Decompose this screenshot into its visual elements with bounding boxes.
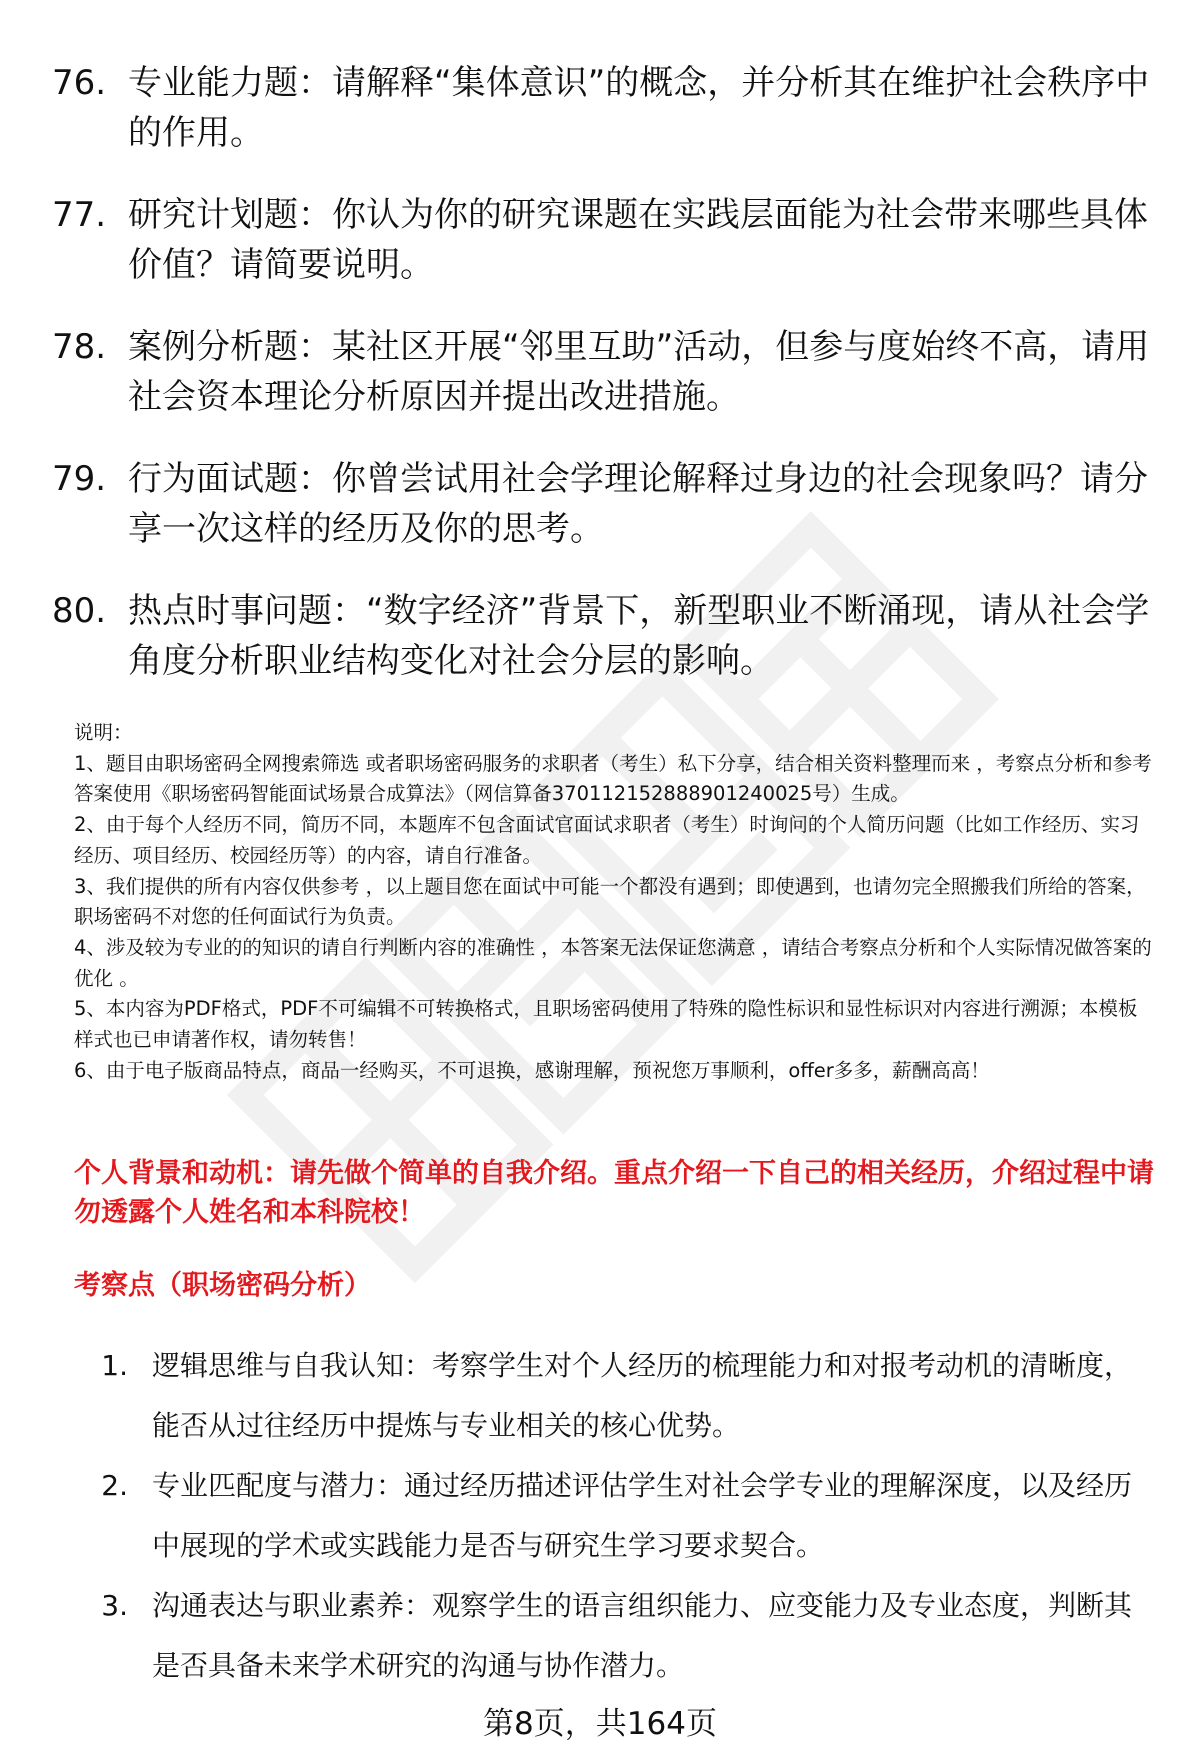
question-text: 行为面试题：你曾尝试用社会学理论解释过身边的社会现象吗？请分享一次这样的经历及你的思考。 [128,459,1148,549]
notes-section [74,718,1154,1086]
question-item [52,58,1152,158]
notes-heading: 说明： [74,721,133,744]
question-item [52,322,1152,422]
question-number: 80. [52,591,107,631]
key-point-number: 1. [101,1349,128,1382]
key-point-item [74,1336,1154,1456]
question-text: 案例分析题：某社区开展“邻里互助”活动，但参与度始终不高，请用社会资本理论分析原因并提出改进措施。 [128,327,1150,417]
key-point-text: 沟通表达与职业素养：观察学生的语言组织能力、应变能力及专业态度，判断其是否具备未来学术研究的沟通与协作潜力。 [152,1589,1133,1682]
page-number: 第8页，共164页 [483,1706,717,1742]
question-text: 热点时事问题：“数字经济”背景下，新型职业不断涌现，请从社会学角度分析职业结构变化对社会分层的影响。 [128,591,1150,681]
question-item [52,454,1152,554]
key-point-item [74,1576,1154,1696]
key-points-list [74,1336,1154,1696]
question-item [52,586,1152,686]
key-points-title: 考察点（职场密码分析） [74,1270,371,1301]
question-text: 专业能力题：请解释“集体意识”的概念，并分析其在维护社会秩序中的作用。 [128,63,1150,153]
note-item: 4、涉及较为专业的的知识的请自行判断内容的准确性 ，本答案无法保证您满意 ，请结合考察点分析和个人实际情况做答案的优化 。 [74,935,1152,990]
note-item: 5、本内容为PDF格式，PDF不可编辑不可转换格式，且职场密码使用了特殊的隐性标识和显性标识对内容进行溯源；本模板样式也已申请著作权，请勿转售！ [74,997,1138,1052]
question-number: 78. [52,327,107,367]
main-question-heading: 个人背景和动机：请先做个简单的自我介绍。重点介绍一下自己的相关经历，介绍过程中请勿透露个人姓名和本科院校！ [74,1158,1154,1228]
question-number: 79. [52,459,107,499]
question-text: 研究计划题：你认为你的研究课题在实践层面能为社会带来哪些具体价值？请简要说明。 [128,195,1148,285]
key-point-text: 专业匹配度与潜力：通过经历描述评估学生对社会学专业的理解深度，以及经历中展现的学术或实践能力是否与研究生学习要求契合。 [152,1469,1133,1562]
key-point-number: 3. [101,1589,128,1622]
key-point-item [74,1456,1154,1576]
note-item: 6、由于电子版商品特点，商品一经购买，不可退换，感谢理解，预祝您万事顺利，offer多多，薪酬高高！ [74,1058,990,1082]
key-point-number: 2. [101,1469,128,1502]
note-item: 2、由于每个人经历不同，简历不同，本题库不包含面试官面试求职者（考生）时询问的个人简历问题（比如工作经历、实习经历、项目经历、校园经历等）的内容，请自行准备。 [74,813,1140,867]
question-number: 77. [52,195,107,235]
question-number: 76. [52,63,107,103]
question-list [52,58,1152,718]
question-item [52,190,1152,290]
note-item: 1、题目由职场密码全网搜索筛选 或者职场密码服务的求职者（考生）私下分享，结合相关资料整理而来 ，考察点分析和参考答案使用《职场密码智能面试场景合成算法》（网信算备370112152888901240025号）生成。 [74,751,1152,806]
note-item: 3、我们提供的所有内容仅供参考 ，以上题目您在面试中可能一个都没有遇到；即使遇到，也请勿完全照搬我们所给的答案，职场密码不对您的任何面试行为负责。 [74,874,1146,929]
key-point-text: 逻辑思维与自我认知：考察学生对个人经历的梳理能力和对报考动机的清晰度，能否从过往经历中提炼与专业相关的核心优势。 [152,1349,1133,1442]
